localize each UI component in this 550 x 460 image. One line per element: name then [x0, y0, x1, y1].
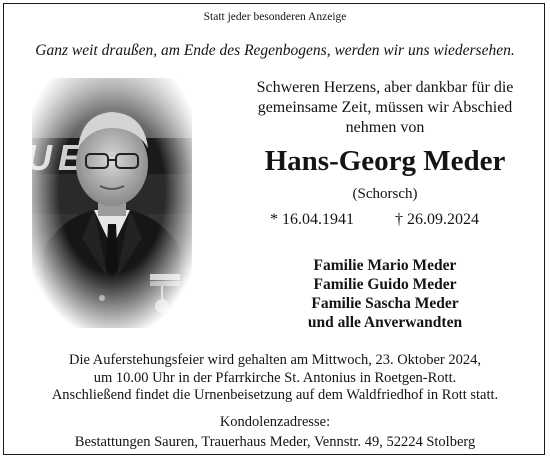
family-entry: und alle Anverwandten — [307, 314, 463, 331]
deceased-nickname: (Schorsch) — [352, 186, 418, 202]
ceremony-line: um 10.00 Uhr in der Pfarrkirche St. Antonius in Roetgen-Rott. — [93, 369, 457, 386]
family-list — [220, 256, 550, 332]
ceremony-info — [0, 352, 550, 405]
intro-text — [220, 78, 550, 138]
deceased-name: Hans-Georg Meder — [264, 145, 506, 177]
ceremony-line: Die Auferstehungsfeier wird gehalten am Mittwoch, 23. Oktober 2024, — [69, 352, 481, 368]
family-entry: Familie Sascha Meder — [311, 295, 459, 312]
memorial-quote: Ganz weit draußen, am Ende des Regenbogens, werden wir uns wiedersehen. — [35, 42, 515, 59]
birth-date: * 16.04.1941 — [270, 211, 354, 228]
portrait-photo — [32, 78, 192, 328]
intro-line: nehmen von — [345, 119, 425, 136]
notice-text: Statt jeder besonderen Anzeige — [203, 11, 347, 23]
intro-line: Schweren Herzens, aber dankbar für die — [256, 79, 514, 96]
condolence-address: Bestattungen Sauren, Trauerhaus Meder, Vennstr. 49, 52224 Stolberg — [74, 434, 476, 450]
condolence-info — [0, 412, 550, 452]
family-entry: Familie Guido Meder — [313, 276, 457, 293]
condolence-label: Kondolenzadresse: — [219, 414, 331, 430]
ceremony-line: Anschließend findet die Urnenbeisetzung auf dem Waldfriedhof in Rott statt. — [51, 387, 499, 403]
family-entry: Familie Mario Meder — [313, 257, 457, 274]
intro-line: gemeinsame Zeit, müssen wir Abschied — [257, 99, 513, 116]
death-date: † 26.09.2024 — [395, 211, 479, 228]
